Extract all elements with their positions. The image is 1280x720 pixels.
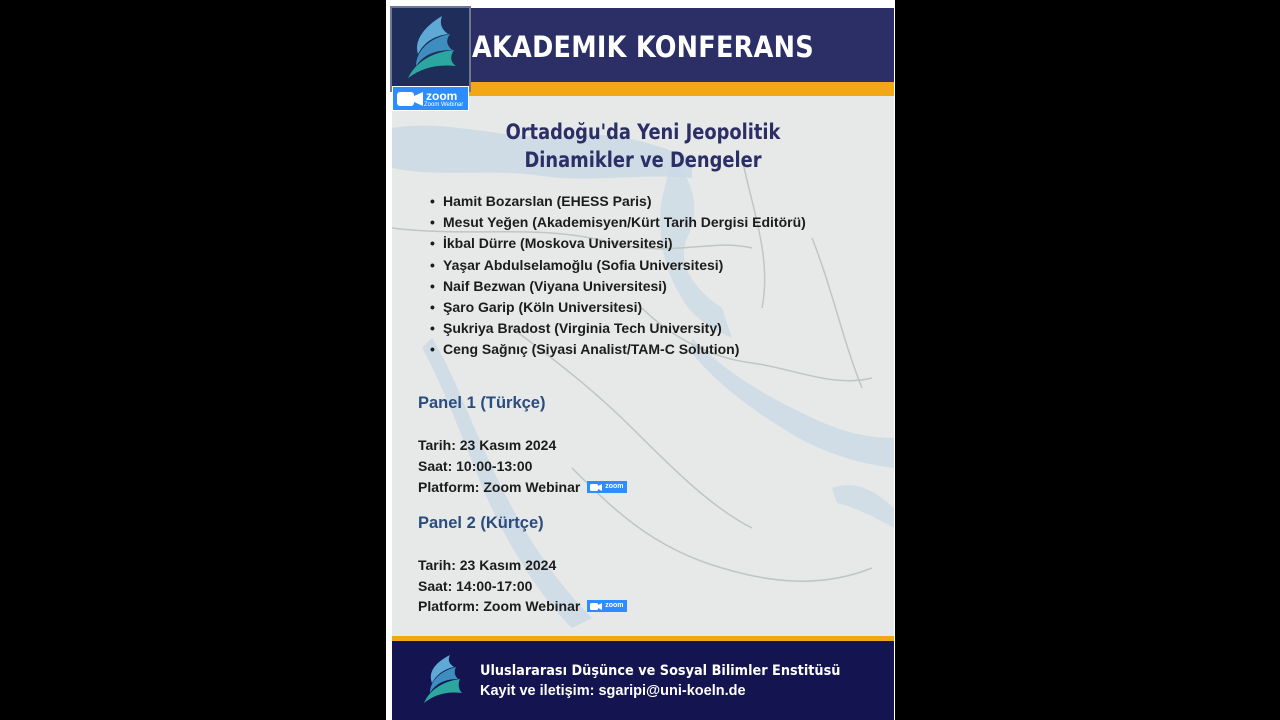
footer <box>392 641 894 720</box>
conference-poster <box>386 0 895 720</box>
zoom-badge-small[interactable] <box>587 600 627 612</box>
panel-1-platform: Platform: Zoom Webinar <box>418 479 581 495</box>
conference-title: AKADEMIK KONFERANS <box>472 30 814 64</box>
panel-1-date: Tarih: 23 Kasım 2024 <box>418 437 557 453</box>
subtitle-line-1: Ortadoğu'da Yeni Jeopolitik <box>505 120 781 144</box>
panel-1-platform-row <box>418 479 627 495</box>
speaker-item: • Şaro Garip (Köln Universitesi) <box>430 297 806 318</box>
zoom-badge-label: zoom <box>605 483 624 491</box>
panel-2-title: Panel 2 (Kürtçe) <box>418 514 544 532</box>
panel-2-platform: Platform: Zoom Webinar <box>418 598 581 614</box>
zoom-badge-label: zoom <box>605 602 624 610</box>
speaker-item: • Ceng Sağnıç (Siyasi Analist/TAM-C Solution) <box>430 339 806 360</box>
speaker-item: • Şukriya Bradost (Virginia Tech University) <box>430 318 806 339</box>
panel-2-date: Tarih: 23 Kasım 2024 <box>418 557 557 573</box>
speaker-item: • Naif Bezwan (Viyana Universitesi) <box>430 276 806 297</box>
wave-logo-icon <box>392 8 469 90</box>
contact-email[interactable]: Kayit ve iletişim: sgaripi@uni-koeln.de <box>480 683 746 699</box>
speaker-item: • Yaşar Abdulselamoğlu (Sofia Universitesi) <box>430 255 806 276</box>
panel-2-platform-row <box>418 598 627 614</box>
zoom-camera-icon <box>397 92 423 106</box>
panel-1-title: Panel 1 (Türkçe) <box>418 394 546 412</box>
speaker-item: • Mesut Yeğen (Akademisyen/Kürt Tarih Dergisi Editörü) <box>430 212 806 233</box>
panel-1-time: Saat: 10:00-13:00 <box>418 458 533 474</box>
zoom-badge-subtext: Zoom Webinar <box>424 102 464 108</box>
poster-content <box>392 8 894 720</box>
wave-logo-icon <box>420 653 464 705</box>
header-logo <box>390 6 471 92</box>
zoom-badge-small[interactable] <box>587 481 627 493</box>
panel-2-time: Saat: 14:00-17:00 <box>418 578 533 594</box>
zoom-camera-icon <box>590 603 602 610</box>
speaker-item: • İkbal Dürre (Moskova Universitesi) <box>430 233 806 254</box>
institute-name: Uluslararası Düşünce ve Sosyal Bilimler Enstitüsü <box>480 663 841 679</box>
zoom-camera-icon <box>590 484 602 491</box>
speaker-item: • Hamit Bozarslan (EHESS Paris) <box>430 191 806 212</box>
zoom-badge-word: zoom <box>426 89 458 103</box>
subtitle-line-2: Dinamikler ve Dengeler <box>524 148 762 172</box>
speaker-list <box>430 191 806 361</box>
zoom-webinar-badge[interactable] <box>392 86 469 111</box>
conference-subtitle <box>392 118 894 174</box>
